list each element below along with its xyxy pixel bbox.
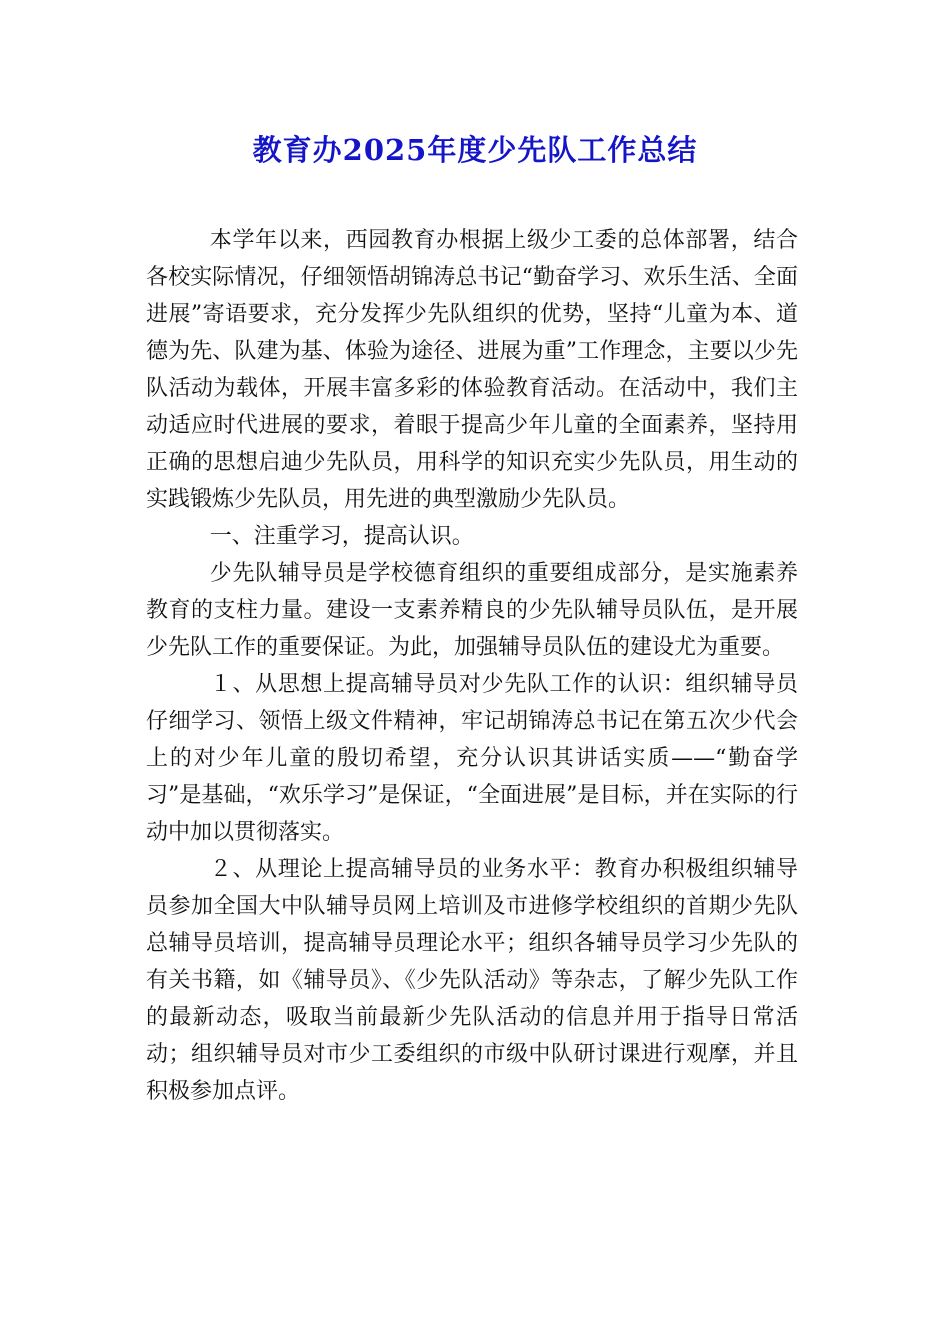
document-title: 教育办2025年度少先队工作总结 bbox=[252, 133, 698, 167]
paragraph-intro: 本学年以来，西园教育办根据上级少工委的总体部署，结合各校实际情况，仔细领悟胡锦涛总书记“勤奋学习、欢乐生活、全面进展”寄语要求，充分发挥少先队组织的优势，坚持“儿童为本、道德为先、队建为基、体验为途径、进展为重”工作理念，主要以少先队活动为载体，开展丰富多彩的体验教育活动。在活动中，我们主动适应时代进展的要求，着眼于提高少年儿童的全面素养，坚持用正确的思想启迪少先队员，用科学的知识充实少先队员，用生动的实践锻炼少先队员，用先进的典型激励少先队员。 bbox=[146, 228, 798, 512]
paragraph-counselor-team: 少先队辅导员是学校德育组织的重要组成部分，是实施素养教育的支柱力量。建设一支素养精良的少先队辅导员队伍，是开展少先队工作的重要保证。为此，加强辅导员队伍的建设尤为重要。 bbox=[146, 561, 798, 660]
paragraph-item-1: １、从思想上提高辅导员对少先队工作的认识：组织辅导员仔细学习、领悟上级文件精神，牢记胡锦涛总书记在第五次少代会上的对少年儿童的殷切希望，充分认识其讲话实质——“勤奋学习”是基础，“欢乐学习”是保证，“全面进展”是目标，并在实际的行动中加以贯彻落实。 bbox=[146, 672, 798, 845]
paragraph-item-2: ２、从理论上提高辅导员的业务水平：教育办积极组织辅导员参加全国大中队辅导员网上培训及市进修学校组织的首期少先队总辅导员培训，提高辅导员理论水平；组织各辅导员学习少先队的有关书籍，如《辅导员》、《少先队活动》等杂志，了解少先队工作的最新动态，吸取当前最新少先队活动的信息并用于指导日常活动；组织辅导员对市少工委组织的市级中队研讨课进行观摩，并且积极参加点评。 bbox=[146, 857, 798, 1104]
paragraph-section-heading: 一、注重学习，提高认识。 bbox=[209, 524, 474, 549]
document-body bbox=[146, 222, 798, 1110]
